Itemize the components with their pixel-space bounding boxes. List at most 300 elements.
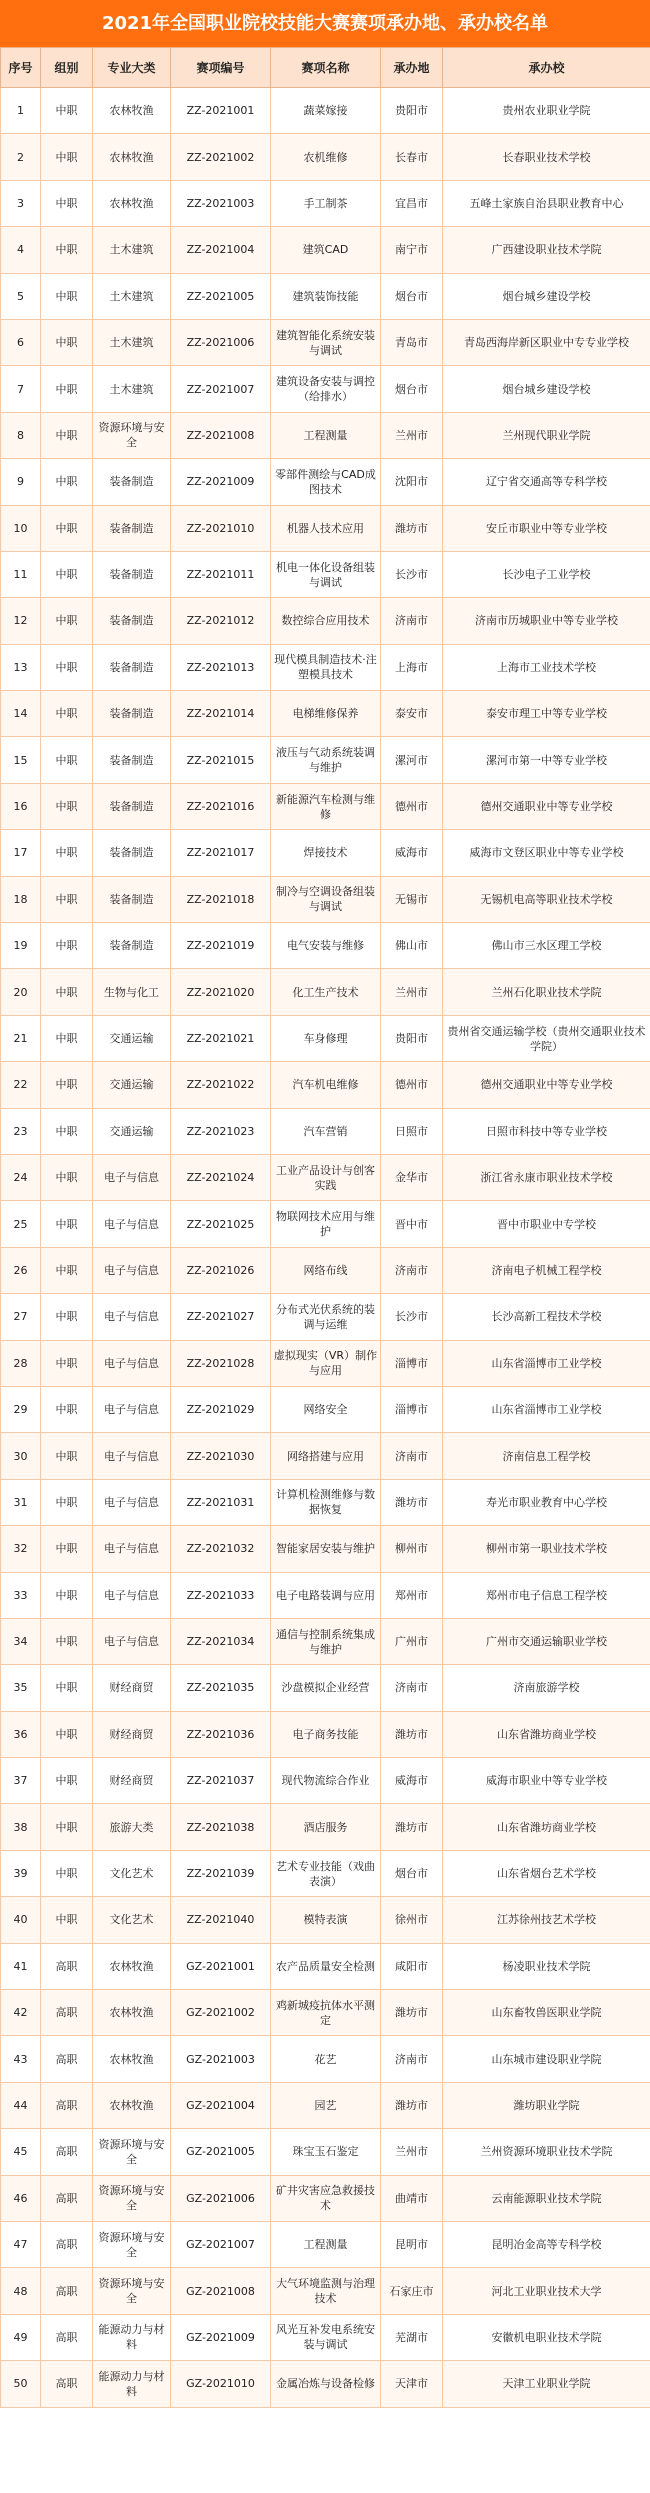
table-row [1, 691, 650, 737]
cell-school: 威海市文登区职业中等专业学校 [443, 830, 650, 876]
cell-code: ZZ-2021031 [171, 1479, 271, 1525]
cell-name: 酒店服务 [271, 1804, 381, 1850]
cell-city: 泰安市 [381, 691, 443, 737]
cell-name: 智能家居安装与维护 [271, 1526, 381, 1572]
cell-school: 漯河市第一中等专业学校 [443, 737, 650, 783]
cell-no: 14 [1, 691, 41, 737]
cell-group: 中职 [41, 366, 93, 412]
cell-no: 5 [1, 273, 41, 319]
cell-school: 上海市工业技术学校 [443, 644, 650, 690]
cell-name: 化工生产技术 [271, 969, 381, 1015]
table-row [1, 366, 650, 412]
cell-category: 农林牧渔 [93, 180, 171, 226]
cell-city: 漯河市 [381, 737, 443, 783]
cell-no: 39 [1, 1850, 41, 1896]
cell-school: 山东城市建设职业学院 [443, 2036, 650, 2082]
cell-name: 工业产品设计与创客实践 [271, 1154, 381, 1200]
cell-city: 咸阳市 [381, 1943, 443, 1989]
cell-school: 杨凌职业技术学院 [443, 1943, 650, 1989]
cell-category: 装备制造 [93, 505, 171, 551]
cell-code: ZZ-2021004 [171, 227, 271, 273]
cell-code: ZZ-2021028 [171, 1340, 271, 1386]
cell-name: 沙盘模拟企业经营 [271, 1665, 381, 1711]
table-row [1, 273, 650, 319]
cell-name: 模特表演 [271, 1897, 381, 1943]
cell-name: 工程测量 [271, 412, 381, 458]
cell-no: 45 [1, 2129, 41, 2175]
cell-no: 1 [1, 88, 41, 134]
cell-name: 手工制茶 [271, 180, 381, 226]
cell-category: 装备制造 [93, 551, 171, 597]
cell-no: 3 [1, 180, 41, 226]
cell-code: ZZ-2021017 [171, 830, 271, 876]
cell-school: 兰州资源环境职业技术学院 [443, 2129, 650, 2175]
cell-group: 高职 [41, 2268, 93, 2314]
cell-name: 农机维修 [271, 134, 381, 180]
cell-school: 郑州市电子信息工程学校 [443, 1572, 650, 1618]
cell-name: 现代模具制造技术·注塑模具技术 [271, 644, 381, 690]
cell-no: 42 [1, 1990, 41, 2036]
cell-code: ZZ-2021008 [171, 412, 271, 458]
cell-city: 济南市 [381, 1665, 443, 1711]
cell-city: 淄博市 [381, 1386, 443, 1432]
cell-group: 中职 [41, 1850, 93, 1896]
cell-city: 贵阳市 [381, 88, 443, 134]
cell-category: 电子与信息 [93, 1294, 171, 1340]
cell-name: 鸡新城疫抗体水平测定 [271, 1990, 381, 2036]
cell-category: 资源环境与安全 [93, 2268, 171, 2314]
cell-name: 蔬菜嫁接 [271, 88, 381, 134]
cell-category: 财经商贸 [93, 1665, 171, 1711]
cell-code: ZZ-2021016 [171, 783, 271, 829]
cell-city: 长沙市 [381, 1294, 443, 1340]
cell-no: 47 [1, 2221, 41, 2267]
cell-group: 中职 [41, 1572, 93, 1618]
cell-category: 生物与化工 [93, 969, 171, 1015]
cell-no: 8 [1, 412, 41, 458]
cell-code: ZZ-2021029 [171, 1386, 271, 1432]
cell-city: 沈阳市 [381, 459, 443, 505]
cell-no: 10 [1, 505, 41, 551]
header-category: 专业大类 [93, 48, 171, 88]
cell-group: 高职 [41, 2129, 93, 2175]
cell-school: 潍坊职业学院 [443, 2082, 650, 2128]
header-name: 赛项名称 [271, 48, 381, 88]
cell-group: 中职 [41, 1526, 93, 1572]
cell-group: 中职 [41, 691, 93, 737]
cell-city: 兰州市 [381, 412, 443, 458]
table-row [1, 1526, 650, 1572]
table-row [1, 1572, 650, 1618]
cell-group: 高职 [41, 2082, 93, 2128]
cell-name: 艺术专业技能（戏曲表演） [271, 1850, 381, 1896]
cell-group: 高职 [41, 2036, 93, 2082]
cell-city: 芜湖市 [381, 2314, 443, 2360]
cell-city: 青岛市 [381, 319, 443, 365]
cell-city: 威海市 [381, 830, 443, 876]
cell-category: 资源环境与安全 [93, 2221, 171, 2267]
table-row [1, 2129, 650, 2175]
table-row [1, 1711, 650, 1757]
cell-group: 中职 [41, 505, 93, 551]
table-row [1, 2361, 650, 2407]
cell-name: 虚拟现实（VR）制作与应用 [271, 1340, 381, 1386]
cell-name: 金属冶炼与设备检修 [271, 2361, 381, 2407]
cell-code: ZZ-2021032 [171, 1526, 271, 1572]
cell-category: 农林牧渔 [93, 2036, 171, 2082]
cell-name: 新能源汽车检测与维修 [271, 783, 381, 829]
table-row [1, 2036, 650, 2082]
cell-category: 农林牧渔 [93, 88, 171, 134]
cell-school: 柳州市第一职业技术学校 [443, 1526, 650, 1572]
table-row [1, 1990, 650, 2036]
cell-code: GZ-2021001 [171, 1943, 271, 1989]
cell-category: 旅游大类 [93, 1804, 171, 1850]
cell-city: 天津市 [381, 2361, 443, 2407]
cell-name: 计算机检测维修与数据恢复 [271, 1479, 381, 1525]
cell-city: 潍坊市 [381, 1990, 443, 2036]
cell-category: 装备制造 [93, 598, 171, 644]
cell-category: 交通运输 [93, 1108, 171, 1154]
cell-group: 中职 [41, 783, 93, 829]
cell-code: GZ-2021003 [171, 2036, 271, 2082]
cell-school: 济南电子机械工程学校 [443, 1247, 650, 1293]
cell-code: ZZ-2021040 [171, 1897, 271, 1943]
page-title: 2021年全国职业院校技能大赛赛项承办地、承办校名单 [0, 0, 650, 47]
cell-code: ZZ-2021036 [171, 1711, 271, 1757]
cell-category: 电子与信息 [93, 1247, 171, 1293]
cell-group: 高职 [41, 2314, 93, 2360]
cell-name: 网络安全 [271, 1386, 381, 1432]
cell-city: 兰州市 [381, 969, 443, 1015]
cell-group: 中职 [41, 1247, 93, 1293]
table-row [1, 598, 650, 644]
cell-school: 日照市科技中等专业学校 [443, 1108, 650, 1154]
cell-school: 昆明冶金高等专科学校 [443, 2221, 650, 2267]
cell-school: 无锡机电高等职业技术学校 [443, 876, 650, 922]
cell-group: 中职 [41, 1154, 93, 1200]
cell-no: 44 [1, 2082, 41, 2128]
cell-group: 高职 [41, 2221, 93, 2267]
cell-school: 兰州石化职业技术学院 [443, 969, 650, 1015]
cell-category: 交通运输 [93, 1062, 171, 1108]
cell-group: 中职 [41, 830, 93, 876]
cell-group: 中职 [41, 1340, 93, 1386]
cell-city: 石家庄市 [381, 2268, 443, 2314]
cell-group: 中职 [41, 273, 93, 319]
table-row [1, 969, 650, 1015]
cell-category: 装备制造 [93, 876, 171, 922]
cell-code: ZZ-2021027 [171, 1294, 271, 1340]
table-header-row [1, 48, 650, 88]
cell-group: 中职 [41, 1758, 93, 1804]
cell-no: 19 [1, 923, 41, 969]
cell-no: 17 [1, 830, 41, 876]
table-row [1, 644, 650, 690]
cell-code: GZ-2021002 [171, 1990, 271, 2036]
cell-code: GZ-2021010 [171, 2361, 271, 2407]
cell-code: GZ-2021004 [171, 2082, 271, 2128]
cell-category: 装备制造 [93, 830, 171, 876]
cell-school: 安徽机电职业技术学院 [443, 2314, 650, 2360]
cell-school: 山东省潍坊商业学校 [443, 1804, 650, 1850]
table-row [1, 1154, 650, 1200]
table-row [1, 2221, 650, 2267]
cell-name: 电气安装与维修 [271, 923, 381, 969]
cell-code: ZZ-2021002 [171, 134, 271, 180]
cell-group: 中职 [41, 1433, 93, 1479]
cell-no: 16 [1, 783, 41, 829]
cell-city: 潍坊市 [381, 1804, 443, 1850]
cell-name: 建筑装饰技能 [271, 273, 381, 319]
table-row [1, 923, 650, 969]
cell-name: 网络搭建与应用 [271, 1433, 381, 1479]
cell-school: 泰安市理工中等专业学校 [443, 691, 650, 737]
cell-no: 22 [1, 1062, 41, 1108]
cell-school: 长春职业技术学校 [443, 134, 650, 180]
cell-code: ZZ-2021015 [171, 737, 271, 783]
cell-code: ZZ-2021012 [171, 598, 271, 644]
cell-category: 土木建筑 [93, 227, 171, 273]
cell-group: 中职 [41, 1201, 93, 1247]
cell-code: ZZ-2021039 [171, 1850, 271, 1896]
table-row [1, 505, 650, 551]
cell-no: 46 [1, 2175, 41, 2221]
table-row [1, 2314, 650, 2360]
header-group: 组别 [41, 48, 93, 88]
cell-name: 分布式光伏系统的装调与运维 [271, 1294, 381, 1340]
cell-school: 广州市交通运输职业学校 [443, 1618, 650, 1664]
table-row [1, 1062, 650, 1108]
cell-school: 山东省淄博市工业学校 [443, 1340, 650, 1386]
cell-school: 寿光市职业教育中心学校 [443, 1479, 650, 1525]
cell-no: 23 [1, 1108, 41, 1154]
cell-school: 济南信息工程学校 [443, 1433, 650, 1479]
cell-group: 中职 [41, 969, 93, 1015]
table-row [1, 1804, 650, 1850]
cell-school: 贵州农业职业学院 [443, 88, 650, 134]
cell-city: 南宁市 [381, 227, 443, 273]
cell-school: 兰州现代职业学院 [443, 412, 650, 458]
cell-category: 财经商贸 [93, 1758, 171, 1804]
header-no: 序号 [1, 48, 41, 88]
cell-category: 装备制造 [93, 737, 171, 783]
cell-group: 中职 [41, 319, 93, 365]
cell-name: 电子商务技能 [271, 1711, 381, 1757]
cell-name: 电梯维修保养 [271, 691, 381, 737]
cell-category: 装备制造 [93, 923, 171, 969]
cell-code: ZZ-2021038 [171, 1804, 271, 1850]
cell-name: 矿井灾害应急救援技术 [271, 2175, 381, 2221]
cell-group: 中职 [41, 644, 93, 690]
cell-group: 中职 [41, 227, 93, 273]
cell-group: 中职 [41, 1479, 93, 1525]
cell-school: 长沙电子工业学校 [443, 551, 650, 597]
cell-group: 中职 [41, 598, 93, 644]
cell-code: ZZ-2021010 [171, 505, 271, 551]
cell-school: 长沙高新工程技术学校 [443, 1294, 650, 1340]
cell-school: 云南能源职业技术学院 [443, 2175, 650, 2221]
cell-city: 日照市 [381, 1108, 443, 1154]
cell-group: 中职 [41, 1062, 93, 1108]
cell-group: 高职 [41, 2361, 93, 2407]
cell-category: 财经商贸 [93, 1711, 171, 1757]
cell-name: 液压与气动系统装调与维护 [271, 737, 381, 783]
cell-name: 制冷与空调设备组装与调试 [271, 876, 381, 922]
cell-no: 20 [1, 969, 41, 1015]
cell-category: 资源环境与安全 [93, 2129, 171, 2175]
cell-category: 电子与信息 [93, 1201, 171, 1247]
table-row [1, 1850, 650, 1896]
cell-name: 现代物流综合作业 [271, 1758, 381, 1804]
cell-no: 37 [1, 1758, 41, 1804]
header-city: 承办地 [381, 48, 443, 88]
cell-group: 高职 [41, 1943, 93, 1989]
cell-city: 威海市 [381, 1758, 443, 1804]
cell-group: 中职 [41, 737, 93, 783]
cell-city: 德州市 [381, 783, 443, 829]
cell-category: 农林牧渔 [93, 134, 171, 180]
cell-name: 焊接技术 [271, 830, 381, 876]
cell-no: 6 [1, 319, 41, 365]
cell-category: 装备制造 [93, 644, 171, 690]
cell-name: 通信与控制系统集成与维护 [271, 1618, 381, 1664]
cell-category: 电子与信息 [93, 1479, 171, 1525]
cell-group: 中职 [41, 412, 93, 458]
cell-group: 中职 [41, 1665, 93, 1711]
cell-school: 天津工业职业学院 [443, 2361, 650, 2407]
cell-code: GZ-2021007 [171, 2221, 271, 2267]
table-row [1, 2268, 650, 2314]
cell-school: 佛山市三水区理工学校 [443, 923, 650, 969]
cell-code: ZZ-2021023 [171, 1108, 271, 1154]
cell-no: 4 [1, 227, 41, 273]
table-row [1, 2175, 650, 2221]
table-row [1, 1201, 650, 1247]
cell-category: 土木建筑 [93, 273, 171, 319]
cell-category: 电子与信息 [93, 1526, 171, 1572]
table-row [1, 1897, 650, 1943]
cell-school: 山东省烟台艺术学校 [443, 1850, 650, 1896]
cell-name: 电子电路装调与应用 [271, 1572, 381, 1618]
cell-city: 济南市 [381, 1247, 443, 1293]
cell-code: ZZ-2021019 [171, 923, 271, 969]
cell-name: 网络布线 [271, 1247, 381, 1293]
cell-code: ZZ-2021001 [171, 88, 271, 134]
cell-group: 中职 [41, 923, 93, 969]
cell-city: 济南市 [381, 1433, 443, 1479]
table-row [1, 1618, 650, 1664]
cell-no: 43 [1, 2036, 41, 2082]
cell-no: 18 [1, 876, 41, 922]
cell-code: ZZ-2021003 [171, 180, 271, 226]
cell-code: ZZ-2021013 [171, 644, 271, 690]
cell-no: 36 [1, 1711, 41, 1757]
table-row [1, 1665, 650, 1711]
cell-code: ZZ-2021022 [171, 1062, 271, 1108]
cell-name: 机器人技术应用 [271, 505, 381, 551]
cell-name: 物联网技术应用与维护 [271, 1201, 381, 1247]
cell-school: 河北工业职业技术大学 [443, 2268, 650, 2314]
cell-school: 山东省淄博市工业学校 [443, 1386, 650, 1432]
cell-code: ZZ-2021011 [171, 551, 271, 597]
cell-group: 中职 [41, 88, 93, 134]
cell-city: 佛山市 [381, 923, 443, 969]
cell-category: 土木建筑 [93, 319, 171, 365]
table-row [1, 88, 650, 134]
cell-name: 珠宝玉石鉴定 [271, 2129, 381, 2175]
table-row [1, 1108, 650, 1154]
cell-code: GZ-2021008 [171, 2268, 271, 2314]
cell-no: 34 [1, 1618, 41, 1664]
cell-no: 2 [1, 134, 41, 180]
cell-city: 长沙市 [381, 551, 443, 597]
cell-school: 青岛西海岸新区职业中专专业学校 [443, 319, 650, 365]
cell-group: 中职 [41, 1618, 93, 1664]
table-body [1, 88, 650, 2408]
cell-code: ZZ-2021014 [171, 691, 271, 737]
cell-group: 中职 [41, 551, 93, 597]
table-row [1, 876, 650, 922]
cell-category: 电子与信息 [93, 1340, 171, 1386]
cell-school: 江苏徐州技艺术学校 [443, 1897, 650, 1943]
table-row [1, 830, 650, 876]
cell-category: 农林牧渔 [93, 2082, 171, 2128]
cell-group: 中职 [41, 180, 93, 226]
table-row [1, 180, 650, 226]
cell-group: 中职 [41, 1386, 93, 1432]
cell-city: 潍坊市 [381, 2082, 443, 2128]
cell-no: 7 [1, 366, 41, 412]
table-row [1, 1758, 650, 1804]
cell-no: 32 [1, 1526, 41, 1572]
cell-city: 宜昌市 [381, 180, 443, 226]
cell-code: ZZ-2021026 [171, 1247, 271, 1293]
cell-school: 晋中市职业中专学校 [443, 1201, 650, 1247]
cell-name: 园艺 [271, 2082, 381, 2128]
cell-name: 大气环境监测与治理技术 [271, 2268, 381, 2314]
cell-category: 农林牧渔 [93, 1943, 171, 1989]
cell-no: 25 [1, 1201, 41, 1247]
cell-no: 38 [1, 1804, 41, 1850]
cell-category: 能源动力与材料 [93, 2361, 171, 2407]
cell-group: 中职 [41, 876, 93, 922]
cell-name: 机电一体化设备组装与调试 [271, 551, 381, 597]
cell-city: 济南市 [381, 2036, 443, 2082]
table-row [1, 319, 650, 365]
cell-code: ZZ-2021035 [171, 1665, 271, 1711]
cell-city: 烟台市 [381, 366, 443, 412]
cell-no: 9 [1, 459, 41, 505]
cell-code: ZZ-2021034 [171, 1618, 271, 1664]
cell-no: 50 [1, 2361, 41, 2407]
table-row [1, 1340, 650, 1386]
cell-code: ZZ-2021024 [171, 1154, 271, 1200]
cell-school: 辽宁省交通高等专科学校 [443, 459, 650, 505]
cell-no: 35 [1, 1665, 41, 1711]
cell-group: 中职 [41, 134, 93, 180]
table-row [1, 737, 650, 783]
cell-city: 淄博市 [381, 1340, 443, 1386]
cell-no: 31 [1, 1479, 41, 1525]
cell-category: 农林牧渔 [93, 1990, 171, 2036]
cell-category: 文化艺术 [93, 1850, 171, 1896]
cell-category: 资源环境与安全 [93, 2175, 171, 2221]
cell-category: 装备制造 [93, 691, 171, 737]
cell-category: 交通运输 [93, 1015, 171, 1061]
cell-name: 农产品质量安全检测 [271, 1943, 381, 1989]
cell-name: 花艺 [271, 2036, 381, 2082]
